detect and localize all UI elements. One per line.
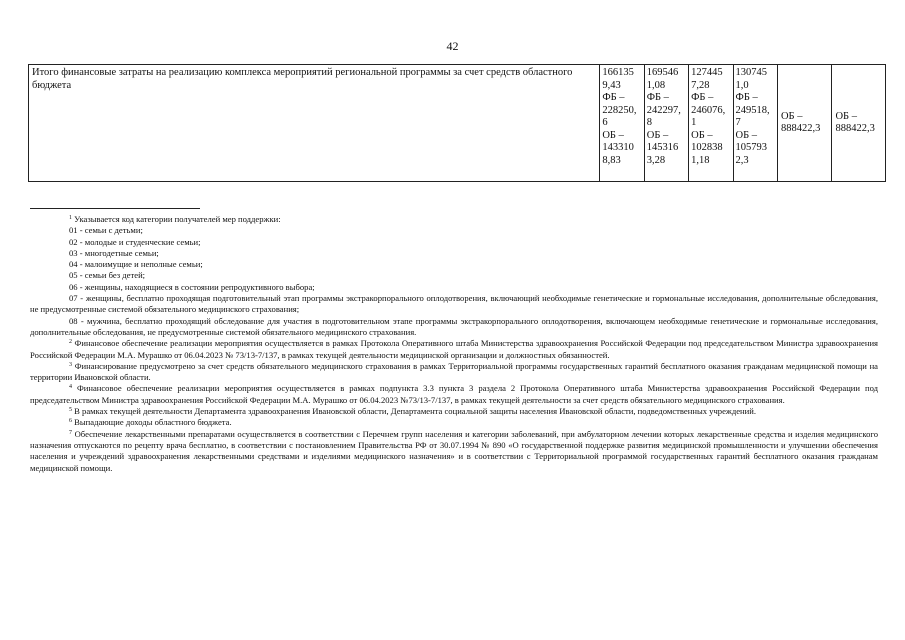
value-line: 9,43 xyxy=(602,79,621,91)
footnote-text: Финансирование предусмотрено за счет средств обязательного медицинского страхования в рамках Территориальной программы государственных гарантий бесплатного оказания гражданам медицинской помощи на территории Ивановской области. xyxy=(30,360,878,383)
footnote-text: В рамках текущей деятельности Департамента здравоохранения Ивановской области, Департамента социальной защиты населения Ивановской области, подведомственных учреждений. xyxy=(72,406,756,417)
value-line: ФБ – xyxy=(735,92,758,103)
value-line: 7,28 xyxy=(691,79,710,91)
value-line: 105793 xyxy=(735,142,768,153)
value-line: 1,0 xyxy=(735,79,749,91)
value-line: 102838 xyxy=(691,142,723,153)
footnote-mark: 6 xyxy=(69,418,72,425)
year-3-cell xyxy=(689,65,733,182)
footnote-text: Указывается код категории получателей мер поддержки: xyxy=(72,214,281,224)
value-line: 143310 xyxy=(602,142,634,153)
category-code: 08 - мужчина, бесплатно проходящий обследование для участия в подготовительном этапе программы экстракорпорального оплодотворения, включающем необходимые генетические и гормональные исследования, дополнительные обследования, не предусмотренные системой обязательного медицинского страхования. xyxy=(30,315,878,337)
footnote-2 xyxy=(30,338,878,361)
value-line: ОБ – xyxy=(602,129,624,141)
value-line: 127445 xyxy=(691,67,723,78)
value-line: 242297, xyxy=(646,104,681,116)
value-line: 130745 xyxy=(735,67,768,78)
value-line: 1 xyxy=(691,117,697,128)
value-line: ФБ – xyxy=(646,92,669,103)
total-row xyxy=(29,65,886,182)
value-line: 249518, xyxy=(735,104,770,116)
row-label-cell xyxy=(29,65,600,182)
footnote-mark: 2 xyxy=(69,339,72,346)
value-line: 8,83 xyxy=(602,154,621,166)
value-line: ОБ – xyxy=(780,110,803,122)
category-code: 07 - женщины, бесплатно проходящая подготовительный этап программы экстракорпорального оплодотворения, включающий необходимые генетические и гормональные исследования, дополнительные обследования, не предусмотренные системой обязательного медицинского страхования; xyxy=(30,293,878,315)
value-line: 2,3 xyxy=(735,154,749,166)
value-line: 888422,3 xyxy=(835,123,875,134)
value-line: 246076, xyxy=(691,104,726,116)
footnote-4 xyxy=(30,383,878,406)
value-line: 7 xyxy=(735,117,741,128)
value-line: 3,28 xyxy=(646,154,666,166)
footnotes xyxy=(30,214,878,474)
value-line: ФБ – xyxy=(602,92,625,103)
footnote-text: Финансовое обеспечение реализации мероприятия осуществляется в рамках подпункта 3.3 пункта 3 раздела 2 Протокола Оперативного штаба Министерства здравоохранения Российской Федерации под председательством Министра здравоохранения Российской Федерации М.А. Мурашко от 06.04.2023 №73/13-7/137, в рамках текущей деятельности за счет средств обязательного медицинского страхования. xyxy=(30,383,878,405)
category-code: 04 - малоимущие и неполные семьи; xyxy=(69,259,203,270)
footnote-7 xyxy=(30,429,878,474)
footnote-mark: 4 xyxy=(69,384,72,391)
value-line: ФБ – xyxy=(691,92,714,103)
value-line: 228250, xyxy=(602,104,637,116)
category-code: 02 - молодые и студенческие семьи; xyxy=(69,236,201,247)
value-line: ОБ – xyxy=(735,129,758,141)
value-line: 145316 xyxy=(646,142,679,153)
value-line: ОБ – xyxy=(691,129,713,141)
value-line: 888422,3 xyxy=(780,123,821,134)
financial-total-table xyxy=(28,64,886,182)
category-code: 06 - женщины, находящиеся в состоянии репродуктивного выбора; xyxy=(69,281,315,292)
footnote-mark: 5 xyxy=(69,407,72,414)
value-line: ОБ – xyxy=(835,110,857,122)
category-code: 03 - многодетные семьи; xyxy=(69,247,159,258)
row-label: Итого финансовые затраты на реализацию комплекса мероприятий региональной программы за счет средств областного бюджета xyxy=(32,67,573,91)
ob-total-cell-2 xyxy=(832,65,886,182)
year-2-cell xyxy=(644,65,688,182)
footnote-5 xyxy=(30,406,878,417)
value-line: 169546 xyxy=(646,67,679,78)
category-code: 05 - семьи без детей; xyxy=(69,270,146,281)
footnote-separator xyxy=(30,208,200,209)
footnote-mark: 7 xyxy=(69,429,72,436)
value-line: 6 xyxy=(602,117,608,128)
footnote-text: Финансовое обеспечение реализации мероприятия осуществляется в рамках Протокола Оперативного штаба Министерства здравоохранения Российской Федерации под председательством Министра здравоохранения Российской Федерации М.А. Мурашко от 06.04.2023 № 73/13-7/137, в рамках текущей деятельности медицинской организации и должностных обязанностей. xyxy=(30,338,878,360)
category-code: 01 - семьи с детьми; xyxy=(69,225,143,236)
year-1-cell xyxy=(600,65,644,182)
footnote-text: Выпадающие доходы областного бюджета. xyxy=(72,417,232,428)
footnote-text: Обеспечение лекарственными препаратами осуществляется в соответствии с Перечнем групп населения и категории заболеваний, при амбулаторном лечении которых лекарственные средства и изделия медицинского назначения отпускаются по рецепту врача бесплатно, в соответствии с постановлением Правительства РФ от 30.07.1994 № 890 «О государственной поддержке развития медицинской промышленности и улучшении обеспечения населения и учреждений здравоохранения лекарственными средствами и изделиями медицинского назначения» и в соответствии с Территориальной программой государственных гарантий бесплатного оказания гражданам медицинской помощи. xyxy=(30,428,878,473)
value-line: 166135 xyxy=(602,67,634,78)
footnote-6 xyxy=(30,417,878,428)
value-line: 1,08 xyxy=(646,79,666,91)
footnote-3 xyxy=(30,361,878,384)
year-4-cell xyxy=(733,65,777,182)
page-number: 42 xyxy=(446,39,459,53)
value-line: 8 xyxy=(646,117,652,128)
footnote-1-intro xyxy=(30,214,878,225)
footnote-mark: 3 xyxy=(69,361,72,368)
value-line: 1,18 xyxy=(691,154,710,166)
value-line: ОБ – xyxy=(646,129,669,141)
ob-total-cell-1 xyxy=(777,65,832,182)
footnote-mark: 1 xyxy=(69,215,72,221)
